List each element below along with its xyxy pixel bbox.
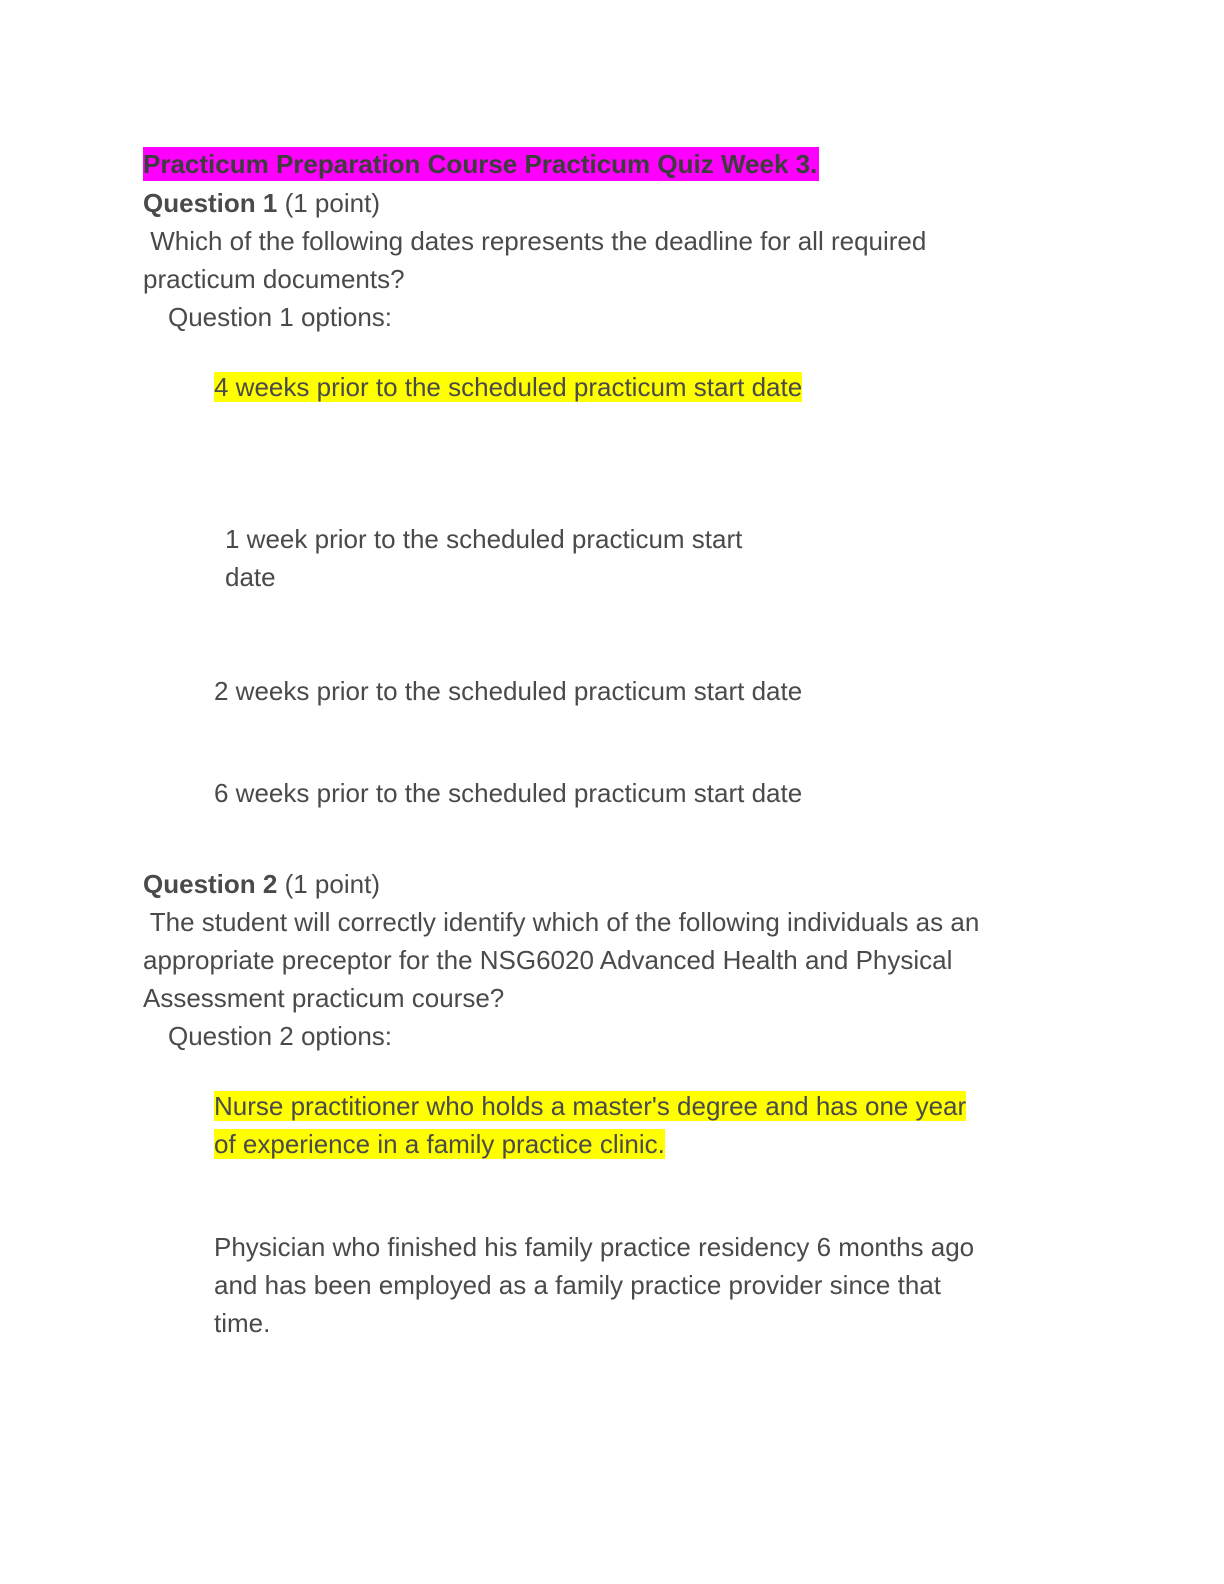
question-1-header	[143, 184, 380, 222]
option-text-highlighted: of experience in a family practice clinic.	[214, 1129, 665, 1159]
question-1-text-line: practicum documents?	[143, 264, 405, 294]
question-2-option-1[interactable]	[214, 1087, 966, 1163]
question-1-option-4[interactable]	[214, 774, 802, 812]
question-2-text-line: appropriate preceptor for the NSG6020 Advanced Health and Physical	[143, 945, 953, 975]
option-text: 6 weeks prior to the scheduled practicum start date	[214, 778, 803, 808]
question-2-header	[143, 865, 380, 903]
option-text-highlighted: 4 weeks prior to the scheduled practicum start date	[214, 372, 803, 402]
question-points: (1 point)	[284, 869, 380, 899]
page-title: Practicum Preparation Course Practicum Quiz Week 3.	[143, 149, 818, 179]
question-2-text-line: Assessment practicum course?	[143, 983, 505, 1013]
question-1-options-heading: Question 1 options:	[168, 302, 393, 332]
question-2-option-2[interactable]	[214, 1228, 974, 1342]
option-text-highlighted: Nurse practitioner who holds a master's degree and has one year	[214, 1091, 967, 1121]
option-text-line: Physician who finished his family practice residency 6 months ago	[214, 1232, 975, 1262]
question-1-option-2[interactable]	[225, 520, 742, 596]
question-2-text-line: The student will correctly identify which of the following individuals as an	[143, 907, 980, 937]
question-label: Question 1	[143, 188, 278, 218]
option-text-line: time.	[214, 1308, 271, 1338]
question-1-option-1[interactable]	[214, 368, 802, 406]
option-text-line: date	[225, 562, 276, 592]
option-text-line: and has been employed as a family practice provider since that	[214, 1270, 941, 1300]
question-points: (1 point)	[284, 188, 380, 218]
question-2-options-heading: Question 2 options:	[168, 1021, 393, 1051]
question-1-option-3[interactable]	[214, 672, 802, 710]
question-1-text-line: Which of the following dates represents the deadline for all required	[143, 226, 927, 256]
option-text: 2 weeks prior to the scheduled practicum start date	[214, 676, 803, 706]
option-text-line: 1 week prior to the scheduled practicum start	[225, 524, 743, 554]
question-label: Question 2	[143, 869, 278, 899]
